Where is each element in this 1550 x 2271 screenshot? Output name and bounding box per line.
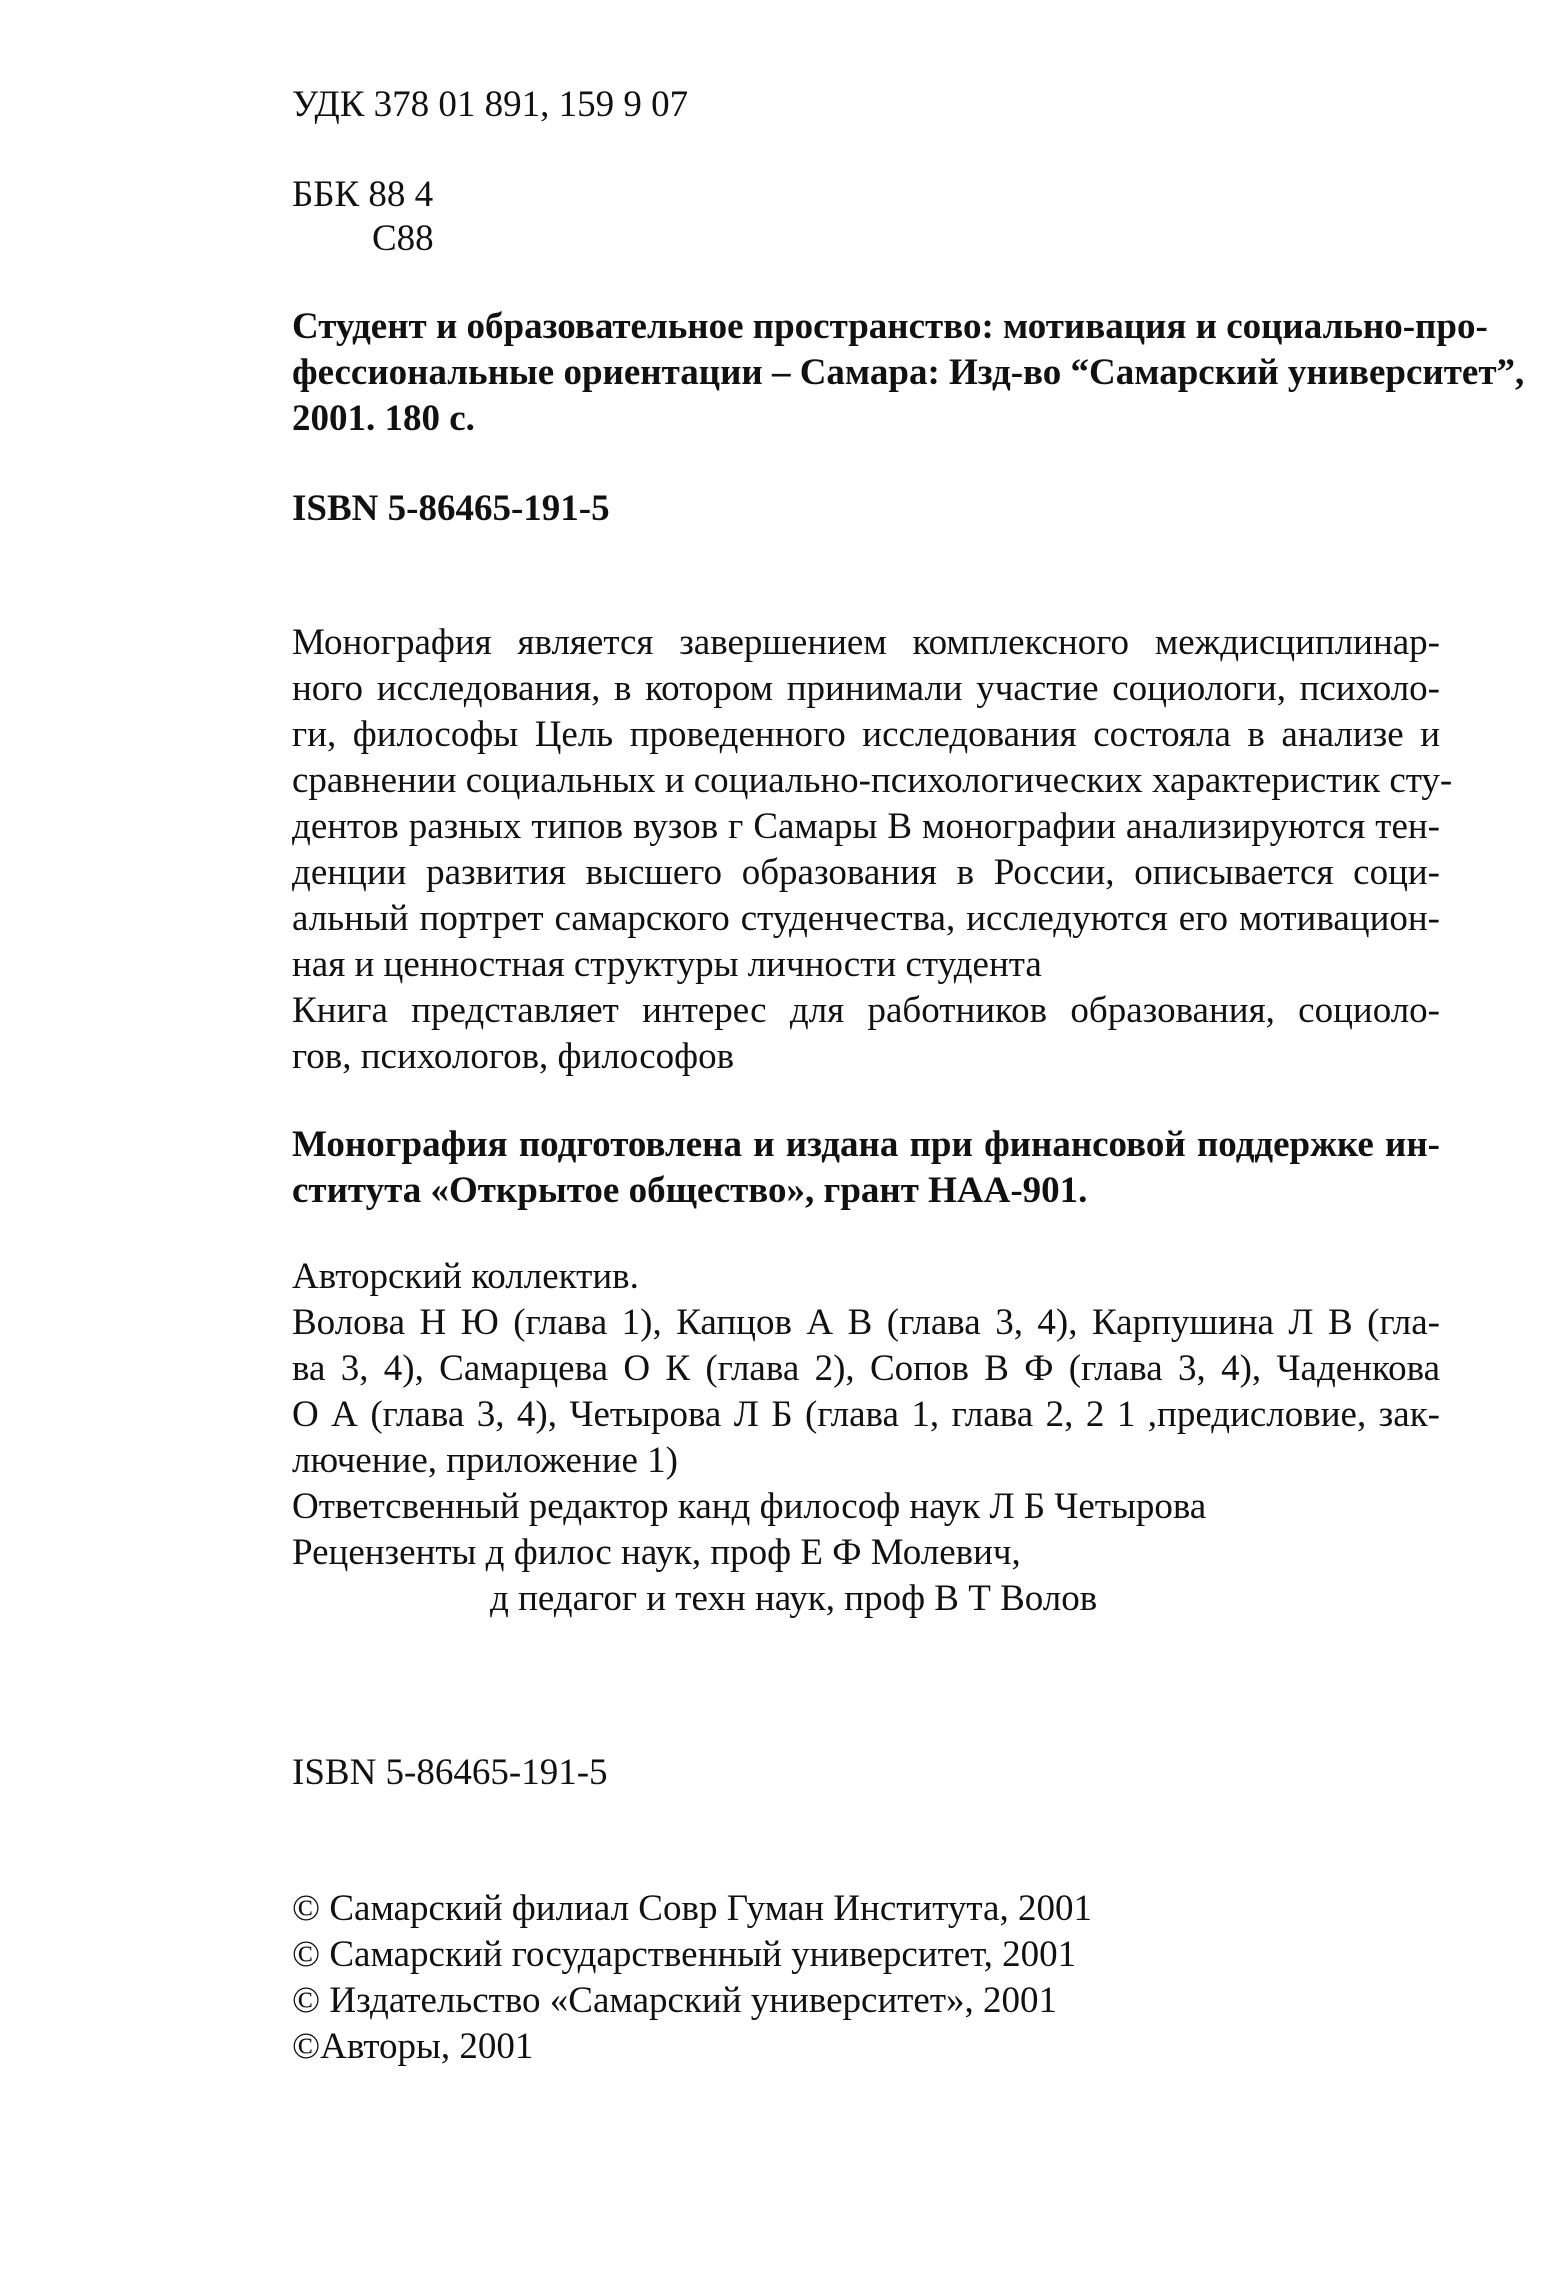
copyright-line: © Издательство «Самарский университет», 2001	[292, 1980, 1058, 2021]
abstract-line: ги, философы Цель проведенного исследования состояла в анализе и	[292, 714, 1440, 755]
audience-line: гов, психологов, философов	[292, 1036, 735, 1077]
citation-line: фессиональные ориентации – Самара: Изд-во “Самарский университет”,	[292, 352, 1525, 393]
authors-line: Волова Н Ю (глава 1), Капцов А В (глава 3, 4), Карпушина Л В (гла-	[292, 1302, 1440, 1343]
citation-line: Студент и образовательное пространство: мотивация и социально-про-	[292, 306, 1488, 347]
abstract-line: дентов разных типов вузов г Самары В монографии анализируются тен-	[292, 806, 1440, 847]
abstract-line: сравнении социальных и социально-психологических характеристик сту-	[292, 760, 1453, 801]
citation-line: 2001. 180 с.	[292, 398, 475, 439]
reviewers-second: д педагог и техн наук, проф В Т Волов	[490, 1578, 1098, 1619]
copyright-line: ©Авторы, 2001	[292, 2026, 534, 2067]
funding-line: Монография подготовлена и издана при финансовой поддержке ин-	[292, 1124, 1440, 1165]
authors-heading: Авторский коллектив.	[292, 1256, 639, 1297]
abstract-line: Монография является завершением комплексного междисциплинар-	[292, 622, 1440, 663]
responsible-editor: Ответсвенный редактор канд философ наук Л Б Четырова	[292, 1486, 1207, 1527]
abstract-line: ного исследования, в котором принимали участие социологи, психоло-	[292, 668, 1440, 709]
authors-line: лючение, приложение 1)	[292, 1440, 678, 1481]
abstract-line: денции развития высшего образования в России, описывается соци-	[292, 852, 1440, 893]
abstract-line: ная и ценностная структуры личности студента	[292, 944, 1042, 985]
isbn-bottom: ISBN 5-86465-191-5	[292, 1752, 608, 1793]
authors-line: ва 3, 4), Самарцева О К (глава 2), Сопов В Ф (глава 3, 4), Чаденкова	[292, 1348, 1440, 1389]
audience-line: Книга представляет интерес для работников образования, социоло-	[292, 990, 1440, 1031]
author-mark: С88	[372, 218, 434, 259]
funding-line: ститута «Открытое общество», грант НАА-901.	[292, 1170, 1088, 1211]
abstract-line: альный портрет самарского студенчества, исследуются его мотивацион-	[292, 898, 1440, 939]
reviewers: Рецензенты д филос наук, проф Е Ф Молевич,	[292, 1532, 1021, 1573]
udk-code: УДК 378 01 891, 159 9 07	[292, 84, 689, 125]
authors-line: О А (глава 3, 4), Четырова Л Б (глава 1, глава 2, 2 1 ,предисловие, зак-	[292, 1394, 1440, 1435]
copyright-line: © Самарский филиал Совр Гуман Института, 2001	[292, 1888, 1092, 1929]
copyright-line: © Самарский государственный университет, 2001	[292, 1934, 1077, 1975]
isbn-top: ISBN 5-86465-191-5	[292, 488, 610, 529]
bbk-code: ББК 88 4	[292, 174, 434, 215]
